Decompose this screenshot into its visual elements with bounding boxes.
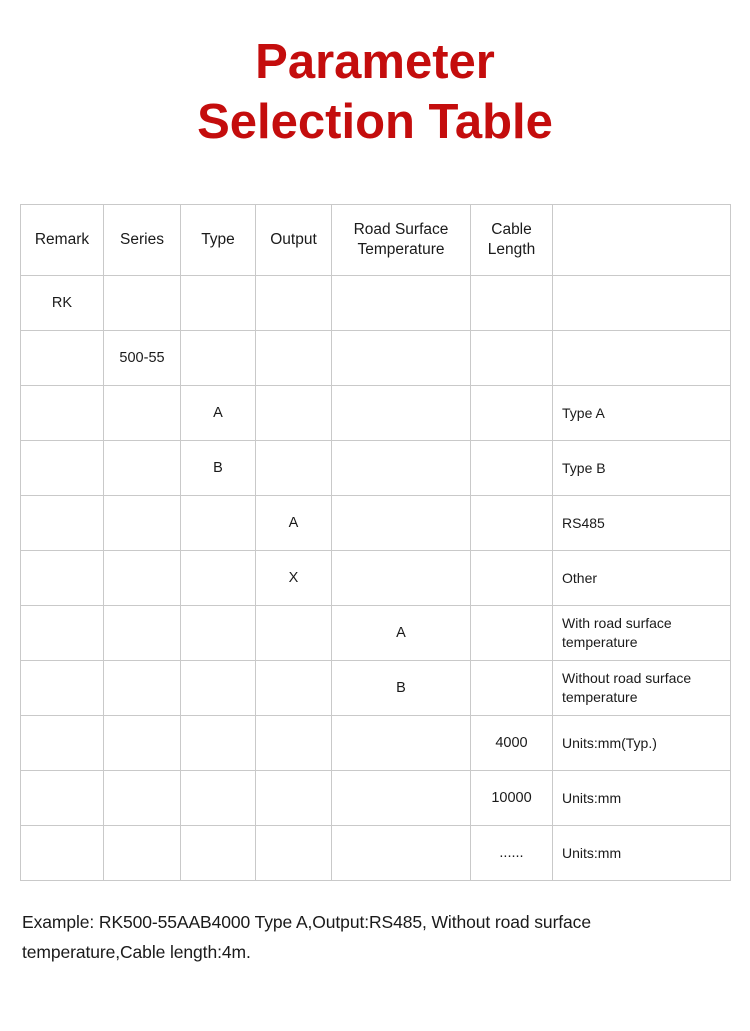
table-row [21, 386, 731, 441]
cell-remark [21, 661, 104, 716]
cell-description [553, 331, 731, 386]
page-title [0, 0, 750, 152]
cell-remark [21, 386, 104, 441]
cell-road-surface-temperature [332, 386, 471, 441]
cell-series [104, 606, 181, 661]
cell-series [104, 661, 181, 716]
cell-remark [21, 771, 104, 826]
cell-cable-length [471, 661, 553, 716]
cell-cable-length [471, 496, 553, 551]
cell-type [181, 771, 256, 826]
cell-type [181, 276, 256, 331]
cell-cable-length [471, 386, 553, 441]
cell-road-surface-temperature: A [332, 606, 471, 661]
cell-cable-length [471, 606, 553, 661]
cell-series [104, 826, 181, 881]
column-header-cable-length [471, 205, 553, 276]
cell-description: Units:mm [553, 771, 731, 826]
cell-type [181, 496, 256, 551]
cell-output [256, 716, 332, 771]
table-row [21, 276, 731, 331]
table-row [21, 826, 731, 881]
page-title-line-1: Parameter [255, 35, 495, 89]
cell-remark [21, 826, 104, 881]
cell-remark [21, 441, 104, 496]
column-header-remark: Remark [21, 205, 104, 276]
cell-output: X [256, 551, 332, 606]
table-row [21, 606, 731, 661]
cell-remark [21, 551, 104, 606]
cell-road-surface-temperature [332, 441, 471, 496]
cell-road-surface-temperature [332, 331, 471, 386]
table-row [21, 661, 731, 716]
cell-road-surface-temperature [332, 551, 471, 606]
cell-remark: RK [21, 276, 104, 331]
cell-cable-length: 10000 [471, 771, 553, 826]
cell-series [104, 276, 181, 331]
cell-output [256, 276, 332, 331]
cell-cable-length [471, 331, 553, 386]
cell-output [256, 386, 332, 441]
cell-remark [21, 606, 104, 661]
cell-type: A [181, 386, 256, 441]
cell-output [256, 441, 332, 496]
cell-description: Other [553, 551, 731, 606]
cell-road-surface-temperature [332, 276, 471, 331]
cell-description: Units:mm [553, 826, 731, 881]
cell-output [256, 661, 332, 716]
table-header [21, 205, 731, 276]
cell-output [256, 771, 332, 826]
cell-description: Units:mm(Typ.) [553, 716, 731, 771]
cell-remark [21, 331, 104, 386]
cell-output [256, 331, 332, 386]
cell-series [104, 386, 181, 441]
column-header-cable-length-line-2: Length [487, 241, 536, 258]
table-row [21, 551, 731, 606]
table-header-row [21, 205, 731, 276]
table-body [21, 276, 731, 881]
page-title-line-2: Selection Table [197, 95, 553, 149]
column-header-road-surface-temperature-line-1: Road Surface [353, 221, 449, 238]
column-header-output: Output [256, 205, 332, 276]
cell-description: Without road surface temperature [553, 661, 731, 716]
column-header-type: Type [181, 205, 256, 276]
cell-type [181, 606, 256, 661]
cell-road-surface-temperature [332, 496, 471, 551]
cell-output: A [256, 496, 332, 551]
column-header-series: Series [104, 205, 181, 276]
cell-cable-length [471, 551, 553, 606]
cell-cable-length: 4000 [471, 716, 553, 771]
cell-description: Type A [553, 386, 731, 441]
table-row [21, 331, 731, 386]
parameter-selection-table [20, 204, 731, 881]
cell-road-surface-temperature: B [332, 661, 471, 716]
cell-series [104, 771, 181, 826]
table-row [21, 771, 731, 826]
cell-type [181, 551, 256, 606]
cell-series [104, 551, 181, 606]
cell-series [104, 441, 181, 496]
column-header-description [553, 205, 731, 276]
cell-output [256, 606, 332, 661]
table-row [21, 716, 731, 771]
column-header-road-surface-temperature [332, 205, 471, 276]
cell-type [181, 661, 256, 716]
table-row [21, 496, 731, 551]
cell-type [181, 331, 256, 386]
cell-description: With road surface temperature [553, 606, 731, 661]
column-header-road-surface-temperature-line-2: Temperature [357, 241, 445, 258]
cell-cable-length: ...... [471, 826, 553, 881]
cell-series [104, 496, 181, 551]
cell-type: B [181, 441, 256, 496]
cell-remark [21, 496, 104, 551]
cell-cable-length [471, 441, 553, 496]
cell-description: RS485 [553, 496, 731, 551]
cell-type [181, 826, 256, 881]
cell-type [181, 716, 256, 771]
cell-description [553, 276, 731, 331]
table-row [21, 441, 731, 496]
cell-series: 500-55 [104, 331, 181, 386]
cell-output [256, 826, 332, 881]
column-header-cable-length-line-1: Cable [491, 221, 532, 238]
cell-road-surface-temperature [332, 826, 471, 881]
cell-cable-length [471, 276, 553, 331]
cell-remark [21, 716, 104, 771]
parameter-table-container [20, 152, 730, 881]
cell-road-surface-temperature [332, 716, 471, 771]
example-note: Example: RK500-55AAB4000 Type A,Output:RS485, Without road surface temperature,Cable length:4m. [22, 912, 591, 962]
cell-series [104, 716, 181, 771]
cell-description: Type B [553, 441, 731, 496]
cell-road-surface-temperature [332, 771, 471, 826]
